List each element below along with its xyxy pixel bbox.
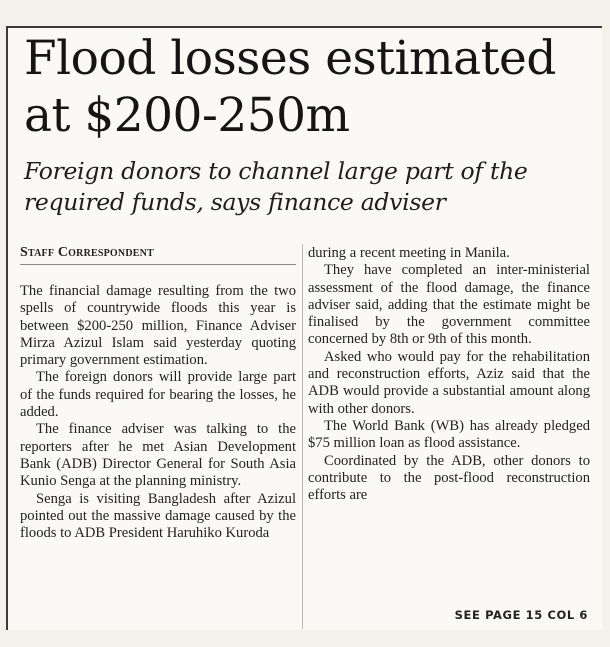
paragraph: Coordinated by the ADB, other donors to contribute to the post-flood reconstruction efforts are bbox=[308, 452, 590, 504]
paragraph: The World Bank (WB) has already pledged $75 million loan as flood assistance. bbox=[308, 417, 590, 452]
paragraph: Asked who would pay for the rehabilitation and reconstruction efforts, Aziz said that the ADB would provide a substantial amount along with other donors. bbox=[308, 348, 590, 417]
paragraph: They have completed an inter-ministerial assessment of the flood damage, the finance adviser said, adding that the estimate might be finalised by the government committee concerned by 8th or 9th of this month. bbox=[308, 262, 590, 348]
paragraph: The foreign donors will provide large part of the funds required for bearing the losses, he added. bbox=[20, 369, 296, 421]
top-rule bbox=[6, 26, 602, 28]
news-clipping bbox=[6, 26, 602, 630]
right-column bbox=[308, 245, 590, 504]
paragraph: The finance adviser was talking to the reporters after he met Asian Development Bank (ADB) Director General for South Asia Kunio Senga at the planning ministry. bbox=[20, 421, 296, 490]
paragraph: Senga is visiting Bangladesh after Azizul pointed out the massive damage caused by the floods to ADB President Haruhiko Kuroda bbox=[20, 490, 296, 542]
subheadline: Foreign donors to channel large part of the required funds, says finance adviser bbox=[24, 157, 528, 216]
left-column bbox=[20, 244, 296, 542]
paragraph: The financial damage resulting from the two spells of countrywide floods this year is between $200-250 million, Finance Adviser Mirza Azizul Islam said yesterday quoting primary government estimation. bbox=[20, 283, 296, 369]
paragraph: during a recent meeting in Manila. bbox=[308, 245, 510, 261]
column-divider bbox=[302, 244, 303, 629]
headline: Flood losses estimated at $200-250m bbox=[24, 31, 556, 143]
left-rule bbox=[6, 26, 8, 630]
continuation-note: SEE PAGE 15 COL 6 bbox=[454, 608, 588, 622]
byline: Staff Correspondent bbox=[20, 244, 296, 265]
